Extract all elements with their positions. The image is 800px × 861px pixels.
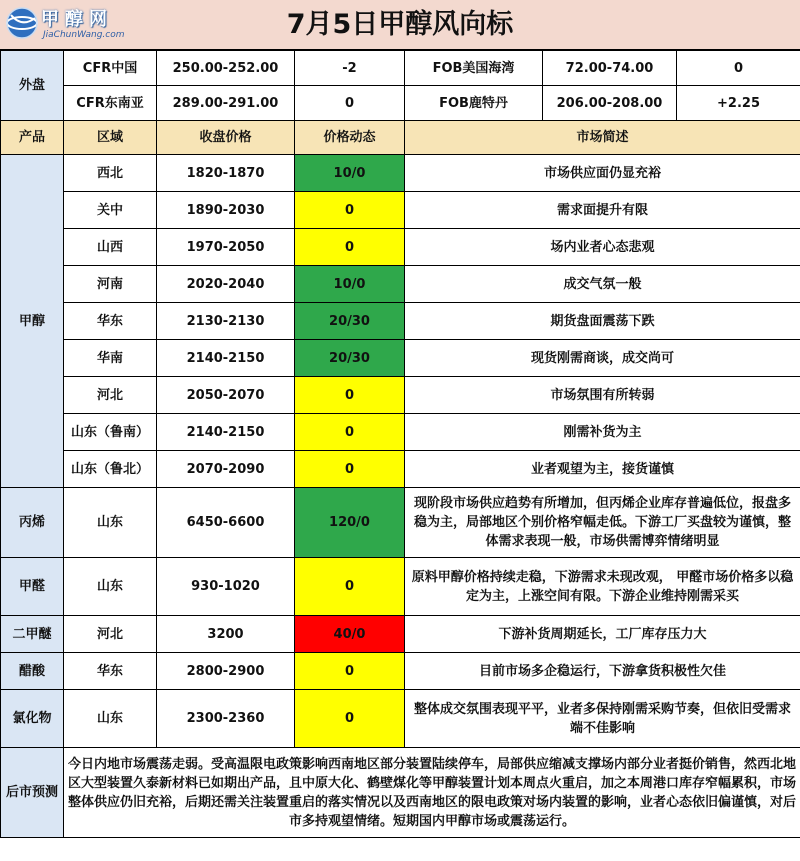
region-cell: 山东 [64,690,157,748]
external-name: FOB美国海湾 [405,51,543,86]
column-header-row [1,121,800,155]
price-cell: 6450-6600 [157,488,295,558]
change-cell: 0 [295,377,405,414]
external-name: CFR中国 [64,51,157,86]
desc-cell: 刚需补货为主 [405,414,800,451]
external-change: +2.25 [677,86,800,121]
region-cell: 华南 [64,340,157,377]
change-cell: 0 [295,229,405,266]
change-cell: 20/30 [295,340,405,377]
price-cell: 1970-2050 [157,229,295,266]
price-cell: 2020-2040 [157,266,295,303]
table-row [1,616,800,653]
region-cell: 华东 [64,303,157,340]
desc-cell: 原料甲醇价格持续走稳，下游需求未现改观， 甲醛市场价格多以稳定为主，上涨空间有限。下游企业维持刚需采买 [405,558,800,616]
product-label: 醋酸 [1,653,64,690]
price-cell: 3200 [157,616,295,653]
product-label: 氯化物 [1,690,64,748]
change-cell: 0 [295,451,405,488]
external-change: 0 [295,86,405,121]
region-cell: 山东 [64,558,157,616]
desc-cell: 市场氛围有所转弱 [405,377,800,414]
table-row [1,488,800,558]
external-price: 289.00-291.00 [157,86,295,121]
desc-cell: 场内业者心态悲观 [405,229,800,266]
product-label: 丙烯 [1,488,64,558]
price-cell: 930-1020 [157,558,295,616]
change-cell: 10/0 [295,266,405,303]
logo-chinese-text: 甲醇网 [41,9,113,30]
product-label: 二甲醚 [1,616,64,653]
external-price: 72.00-74.00 [543,51,677,86]
external-row [1,86,800,121]
forecast-row [1,748,800,838]
forecast-text: 今日内地市场震荡走弱。受高温限电政策影响西南地区部分装置陆续停车，局部供应缩减支撑场内部分业者挺价销售，然西北地区大型装置久泰新材料已如期出产品，且中原大化、鹤壁煤化等甲醇装置计划本周点火重启，加之本周港口库存窄幅累积，市场整体供应仍旧充裕，后期还需关注装置重启的落实情况以及西南地区的限电政策对场内装置的影响，业者心态依旧偏谨慎，对后市多持观望情绪。短期国内甲醇市场或震荡运行。 [64,748,800,838]
desc-cell: 整体成交氛围表现平平，业者多保持刚需采购节奏，但依旧受需求端不佳影响 [405,690,800,748]
desc-cell: 下游补货周期延长，工厂库存压力大 [405,616,800,653]
desc-cell: 现阶段市场供应趋势有所增加，但丙烯企业库存普遍低位，报盘多稳为主，局部地区个别价格窄幅走低。下游工厂买盘较为谨慎，整体需求表现一般，市场供需博弈情绪明显 [405,488,800,558]
external-change: 0 [677,51,800,86]
price-cell: 2070-2090 [157,451,295,488]
external-change: -2 [295,51,405,86]
change-cell: 0 [295,653,405,690]
desc-cell: 期货盘面震荡下跌 [405,303,800,340]
region-cell: 山西 [64,229,157,266]
price-cell: 2800-2900 [157,653,295,690]
table-row [1,690,800,748]
change-cell: 0 [295,558,405,616]
page-title: 7月5日甲醇风向标 [286,9,514,40]
price-cell: 2050-2070 [157,377,295,414]
external-name: CFR东南亚 [64,86,157,121]
title-bar [0,0,800,50]
region-cell: 山东（鲁北） [64,451,157,488]
table-row [1,451,800,488]
desc-cell: 市场供应面仍显充裕 [405,155,800,192]
column-header-desc: 市场简述 [405,121,800,155]
external-row [1,51,800,86]
product-label: 甲醛 [1,558,64,616]
desc-cell: 业者观望为主，接货谨慎 [405,451,800,488]
external-name: FOB鹿特丹 [405,86,543,121]
region-cell: 西北 [64,155,157,192]
price-cell: 2130-2130 [157,303,295,340]
logo-english-text: JiaChunWang.com [43,30,125,40]
region-cell: 河南 [64,266,157,303]
table-row [1,266,800,303]
table-row [1,229,800,266]
change-cell: 0 [295,690,405,748]
table-row [1,558,800,616]
table-row [1,414,800,451]
column-header-product: 产品 [1,121,64,155]
change-cell: 10/0 [295,155,405,192]
region-cell: 华东 [64,653,157,690]
change-cell: 40/0 [295,616,405,653]
forecast-label: 后市预测 [1,748,64,838]
region-cell: 山东 [64,488,157,558]
external-price: 250.00-252.00 [157,51,295,86]
table-row [1,155,800,192]
region-cell: 山东（鲁南） [64,414,157,451]
price-cell: 1890-2030 [157,192,295,229]
price-cell: 2140-2150 [157,340,295,377]
table-row [1,653,800,690]
price-cell: 2140-2150 [157,414,295,451]
wind-vane-table [0,50,800,838]
external-price: 206.00-208.00 [543,86,677,121]
desc-cell: 目前市场多企稳运行，下游拿货积极性欠佳 [405,653,800,690]
desc-cell: 现货刚需商谈，成交尚可 [405,340,800,377]
desc-cell: 需求面提升有限 [405,192,800,229]
region-cell: 关中 [64,192,157,229]
change-cell: 0 [295,414,405,451]
change-cell: 120/0 [295,488,405,558]
desc-cell: 成交气氛一般 [405,266,800,303]
price-cell: 2300-2360 [157,690,295,748]
price-cell: 1820-1870 [157,155,295,192]
table-row [1,340,800,377]
product-label: 甲醇 [1,155,64,488]
region-cell: 河北 [64,377,157,414]
external-label: 外盘 [1,51,64,121]
column-header-change: 价格动态 [295,121,405,155]
column-header-price: 收盘价格 [157,121,295,155]
table-row [1,192,800,229]
table-row [1,303,800,340]
region-cell: 河北 [64,616,157,653]
table-row [1,377,800,414]
change-cell: 20/30 [295,303,405,340]
column-header-region: 区域 [64,121,157,155]
change-cell: 0 [295,192,405,229]
